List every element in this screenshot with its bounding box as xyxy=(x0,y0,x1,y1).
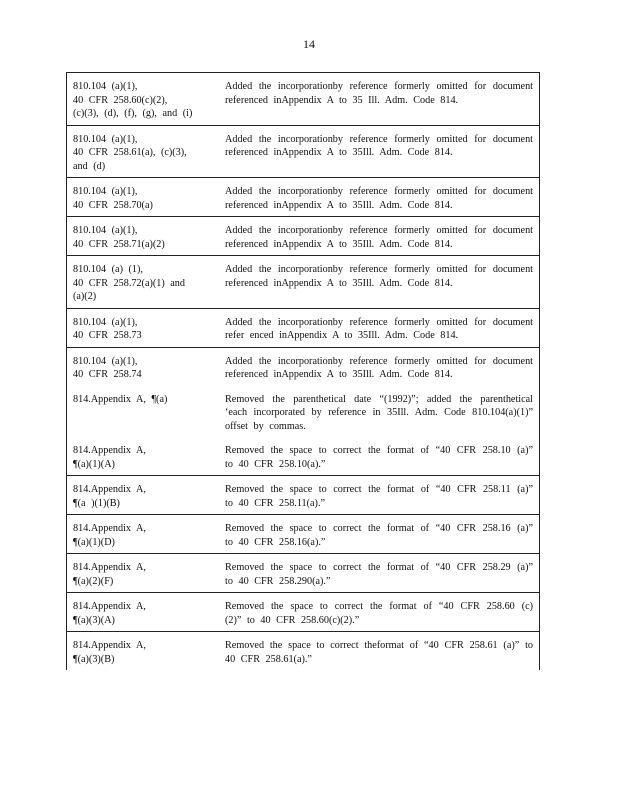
section-cell: 810.104 (a)(1), 40 CFR 258.74 xyxy=(73,355,142,380)
table-row xyxy=(67,437,540,476)
section-cell: 814.Appendix A, ¶(a) xyxy=(73,393,168,405)
section-cell: 810.104 (a) (1), 40 CFR 258.72(a)(1) and (a)(2) xyxy=(67,256,220,309)
description-cell: Removed the space to correct theformat of “40 CFR 258.61 (a)” to 40 CFR 258.61(a).” xyxy=(225,640,533,665)
section-cell: 814.Appendix A, ¶(a)(1)(D) xyxy=(67,515,220,554)
page-number: 14 xyxy=(303,37,315,51)
section-cell: 810.104 (a)(1), 40 CFR 258.70(a) xyxy=(67,178,220,217)
description-cell: Removed the space to correct the format of “40 CFR 258.10 (a)” to 40 CFR 258.10(a).” xyxy=(219,437,540,476)
table-row xyxy=(67,593,540,632)
description-cell: Added the incorporationby reference formerly omitted for document refer enced inAppendix A to 35Ill. Adm. Code 814. xyxy=(219,308,540,347)
table-row xyxy=(67,386,540,438)
description-cell: Removed the space to correct the format of “40 CFR 258.16 (a)” to 40 CFR 258.16(a).” xyxy=(219,515,540,554)
description-cell: Added the incorporationby reference formerly omitted for document referenced inAppendix A to 35Ill. Adm. Code 814. xyxy=(219,125,540,178)
description-cell: Added the incorporationby reference formerly omitted for document referenced inAppendix A to 35Ill. Adm. Code 814. xyxy=(219,217,540,256)
description-cell: Added the incorporationby reference formerly omitted for document referenced inAppendix A to 35Ill. Adm. Code 814. xyxy=(219,178,540,217)
table-row xyxy=(67,554,540,593)
table-row xyxy=(67,632,540,671)
description-cell: Added the incorporationby reference formerly omitted for document referenced inAppendix A to 35Ill. Adm. Code 814. xyxy=(219,256,540,309)
section-cell: 814.Appendix A, ¶(a)(3)(B) xyxy=(73,640,146,665)
amendments-table xyxy=(66,72,540,670)
table-row xyxy=(67,125,540,178)
description-cell: Removed the space to correct the format of “40 CFR 258.60 (c)(2)” to 40 CFR 258.60(c)(2).” xyxy=(219,593,540,632)
description-cell: Removed the space to correct the format of “40 CFR 258.29 (a)” to 40 CFR 258.290(a).” xyxy=(219,554,540,593)
section-cell: 814.Appendix A, ¶(a)(2)(F) xyxy=(67,554,220,593)
table-row xyxy=(67,256,540,309)
table-row xyxy=(67,73,540,126)
table-row xyxy=(67,217,540,256)
section-cell: 814.Appendix A, ¶(a)(1)(A) xyxy=(67,437,220,476)
section-cell: 810.104 (a)(1), 40 CFR 258.71(a)(2) xyxy=(67,217,220,256)
section-cell: 810.104 (a)(1), 40 CFR 258.60(c)(2), (c)(3), (d), (f), (g), and (i) xyxy=(67,73,220,126)
table-row xyxy=(67,308,540,347)
section-cell: 810.104 (a)(1), 40 CFR 258.61(a), (c)(3), and (d) xyxy=(67,125,220,178)
table-row xyxy=(67,347,540,386)
table-row xyxy=(67,178,540,217)
description-cell: Removed the parenthetical date “(1992)”; added the parenthetical ‘each incorporated by reference in 35Ill. Adm. Code 810.104(a)(1)” offset by commas. xyxy=(225,393,533,432)
description-cell: Added the incorporationby reference formerly omitted for document referenced inAppendix A to 35Ill. Adm. Code 814. xyxy=(225,355,533,380)
section-cell: 814.Appendix A, ¶(a )(1)(B) xyxy=(67,476,220,515)
table-row xyxy=(67,515,540,554)
description-cell: Added the incorporationby reference formerly omitted for document referenced inAppendix A to 35 Ill. Adm. Code 814. xyxy=(219,73,540,126)
section-cell: 810.104 (a)(1), 40 CFR 258.73 xyxy=(67,308,220,347)
description-cell: Removed the space to correct the format of “40 CFR 258.11 (a)” to 40 CFR 258.11(a).” xyxy=(219,476,540,515)
table-row xyxy=(67,476,540,515)
section-cell: 814.Appendix A, ¶(a)(3)(A) xyxy=(67,593,220,632)
